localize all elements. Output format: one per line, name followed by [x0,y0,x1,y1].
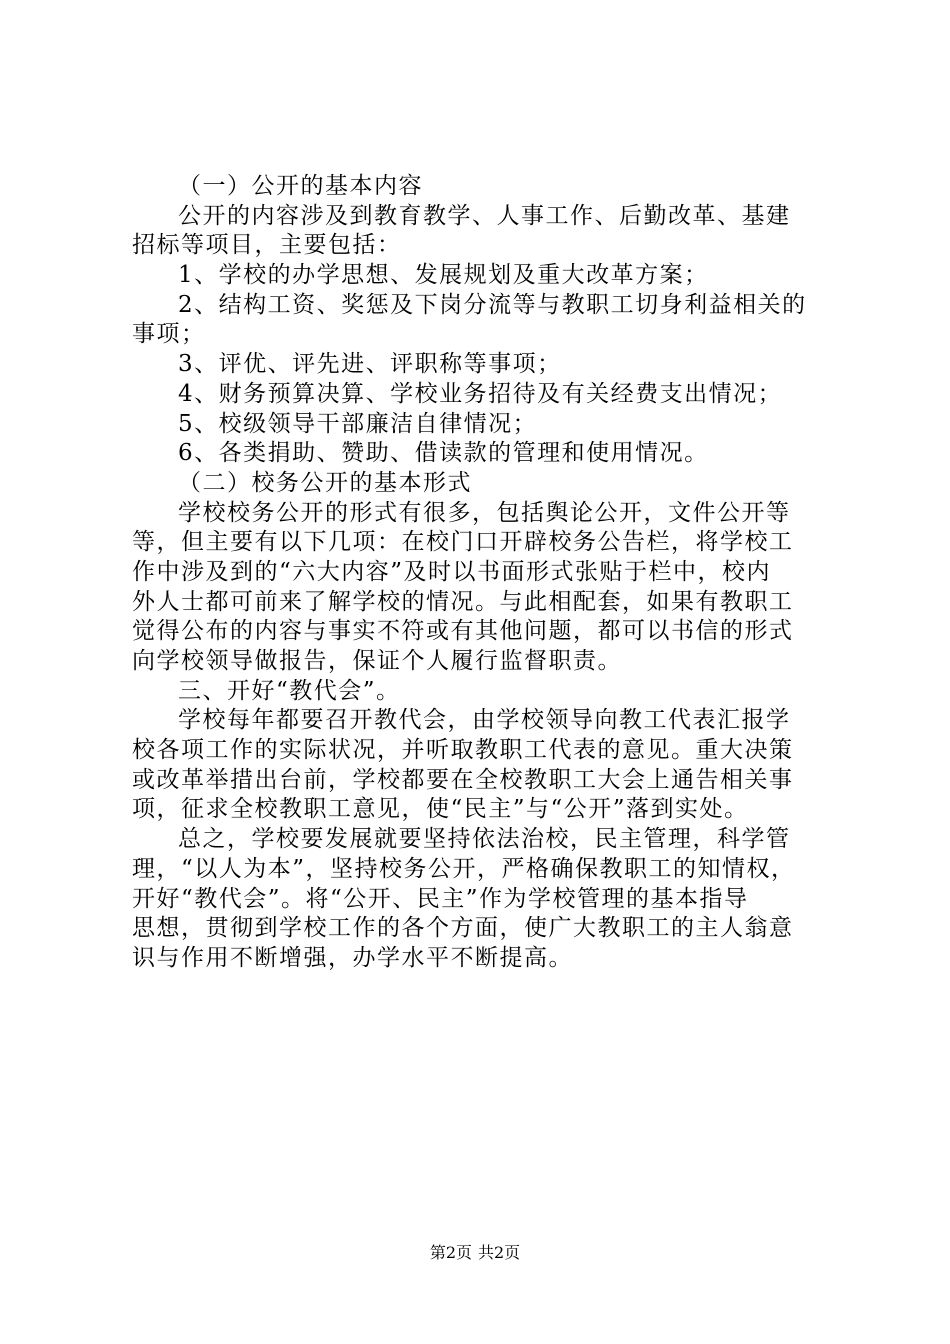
list-item: 4、财务预算决算、学校业务招待及有关经费支出情况； [178,380,783,407]
paragraph-line: 或改革举措出台前，学校都要在全校教职工大会上通告相关事 [132,766,794,793]
paragraph-line: 招标等项目，主要包括： [132,232,402,259]
paragraph-line: 理，“以人为本”，坚持校务公开，严格确保教职工的知情权， [132,855,796,882]
section-heading: （一）公开的基本内容 [178,173,423,199]
paragraph-line: 思想，贯彻到学校工作的各个方面，使广大教职工的主人翁意 [132,915,794,942]
paragraph-line: 向学校领导做报告，保证个人履行监督职责。 [132,648,622,674]
paragraph-line: 学校每年都要召开教代会，由学校领导向教工代表汇报学 [178,707,791,734]
page-number: 第2页 [429,1243,472,1262]
section-heading: 三、开好“教代会”。 [178,677,401,704]
list-item: 6、各类捐助、赞助、借读款的管理和使用情况。 [178,440,709,467]
list-item-continuation: 事项； [132,321,206,348]
list-item: 3、评优、评先进、评职称等事项； [178,351,562,378]
paragraph-line: 作中涉及到的“六大内容”及时以书面形式张贴于栏中，校内 [132,558,772,585]
paragraph-line: 总之，学校要发展就要坚持依法治校，民主管理，科学管 [178,826,791,853]
paragraph-line: 识与作用不断增强，办学水平不断提高。 [132,944,573,971]
document-body [132,172,832,974]
paragraph-line: 公开的内容涉及到教育教学、人事工作、后勤改革、基建 [178,202,791,229]
page-total: 共2页 [478,1243,521,1262]
paragraph-line: 校各项工作的实际状况，并听取教职工代表的意见。重大决策 [132,737,794,764]
list-item: 2、结构工资、奖惩及下岗分流等与教职工切身利益相关的 [178,291,807,318]
paragraph-line: 觉得公布的内容与事实不符或有其他问题，都可以书信的形式 [132,618,794,645]
list-item: 1、学校的办学思想、发展规划及重大改革方案； [178,262,709,289]
paragraph-line: 外人士都可前来了解学校的情况。与此相配套，如果有教职工 [132,588,794,615]
paragraph-line: 学校校务公开的形式有很多，包括舆论公开，文件公开等 [178,499,791,526]
list-item: 5、校级领导干部廉洁自律情况； [178,410,538,437]
page-footer [0,1243,950,1263]
paragraph-line: 开好“教代会”。将“公开、民主”作为学校管理的基本指导 [132,885,749,912]
paragraph-line: 项，征求全校教职工意见，使“民主”与“公开”落到实处。 [132,796,749,823]
paragraph-line: 等，但主要有以下几项：在校门口开辟校务公告栏，将学校工 [132,529,794,556]
section-heading: （二）校务公开的基本形式 [178,469,472,496]
